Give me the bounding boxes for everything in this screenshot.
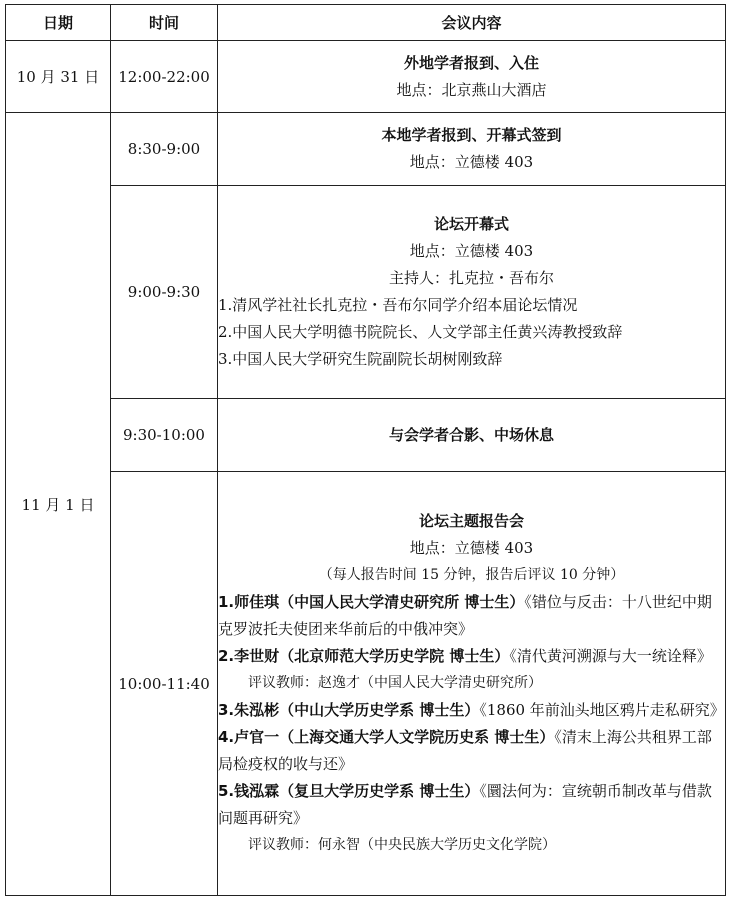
talk-topic: 《错位与反击：十八世纪中期克罗波托夫使团来华前后的中俄冲突》 bbox=[218, 593, 712, 638]
talk-speaker: 2.李世财（北京师范大学历史学院 博士生） bbox=[218, 647, 510, 665]
agenda-item: 3.中国人民大学研究生院副院长胡树刚致辞 bbox=[218, 350, 503, 368]
session-title: 与会学者合影、中场休息 bbox=[388, 425, 554, 444]
table-row bbox=[6, 472, 726, 896]
talk-speaker: 4.卢官一（上海交通大学人文学院历史系 博士生） bbox=[218, 728, 555, 746]
schedule-table bbox=[5, 4, 726, 896]
session-location: 地点：立德楼 403 bbox=[409, 242, 534, 260]
table-header-row bbox=[6, 5, 726, 41]
talk-item bbox=[218, 778, 725, 832]
content-cell bbox=[218, 186, 726, 399]
session-title: 论坛主题报告会 bbox=[418, 512, 524, 530]
talk-topic: 《圜法何为：宣统朝币制改革与借款问题再研究》 bbox=[218, 782, 712, 827]
content-cell bbox=[218, 41, 726, 113]
session-location: 地点：立德楼 403 bbox=[409, 153, 534, 171]
content-cell bbox=[218, 113, 726, 186]
table-row bbox=[6, 113, 726, 186]
reviewer: 评议教师：赵逸才（中国人民大学清史研究所） bbox=[248, 675, 542, 691]
talk-item bbox=[218, 724, 725, 778]
session-location: 地点：立德楼 403 bbox=[409, 539, 534, 557]
session-host: 主持人：扎克拉・吾布尔 bbox=[388, 269, 554, 287]
talk-item bbox=[218, 589, 725, 643]
talk-item bbox=[218, 643, 725, 670]
reviewer: 评议教师：何永智（中央民族大学历史文化学院） bbox=[248, 837, 556, 853]
agenda-item: 1.清风学社社长扎克拉・吾布尔同学介绍本届论坛情况 bbox=[218, 296, 578, 314]
time-cell: 12:00-22:00 bbox=[111, 41, 218, 113]
time-cell: 9:30-10:00 bbox=[111, 399, 218, 472]
session-location: 地点：北京燕山大酒店 bbox=[396, 80, 547, 99]
session-title: 本地学者报到、开幕式签到 bbox=[381, 126, 562, 144]
table-row bbox=[6, 399, 726, 472]
agenda-item: 2.中国人民大学明德书院院长、人文学部主任黄兴涛教授致辞 bbox=[218, 323, 623, 341]
time-cell: 8:30-9:00 bbox=[111, 113, 218, 186]
talk-topic: 《清代黄河溯源与大一统诠释》 bbox=[509, 647, 712, 665]
header-content: 会议内容 bbox=[218, 5, 726, 41]
header-time: 时间 bbox=[111, 5, 218, 41]
content-cell bbox=[218, 399, 726, 472]
header-date: 日期 bbox=[6, 5, 111, 41]
talk-speaker: 1.师佳琪（中国人民大学清史研究所 博士生） bbox=[218, 593, 525, 611]
table-row bbox=[6, 41, 726, 113]
content-cell bbox=[218, 472, 726, 896]
talk-speaker: 5.钱泓霖（复旦大学历史学系 博士生） bbox=[218, 782, 480, 800]
time-cell: 9:00-9:30 bbox=[111, 186, 218, 399]
table-row bbox=[6, 186, 726, 399]
talk-item bbox=[218, 697, 725, 724]
session-title: 论坛开幕式 bbox=[433, 215, 509, 233]
talk-topic: 《1860 年前汕头地区鸦片走私研究》 bbox=[479, 701, 725, 719]
session-note: （每人报告时间 15 分钟，报告后评议 10 分钟） bbox=[318, 567, 625, 583]
time-cell: 10:00-11:40 bbox=[111, 472, 218, 896]
date-cell: 11 月 1 日 bbox=[6, 113, 111, 896]
date-cell: 10 月 31 日 bbox=[6, 41, 111, 113]
session-title: 外地学者报到、入住 bbox=[403, 53, 539, 72]
talk-topic: 《清末上海公共租界工部局检疫权的收与还》 bbox=[218, 728, 712, 773]
talk-speaker: 3.朱泓彬（中山大学历史学系 博士生） bbox=[218, 701, 480, 719]
